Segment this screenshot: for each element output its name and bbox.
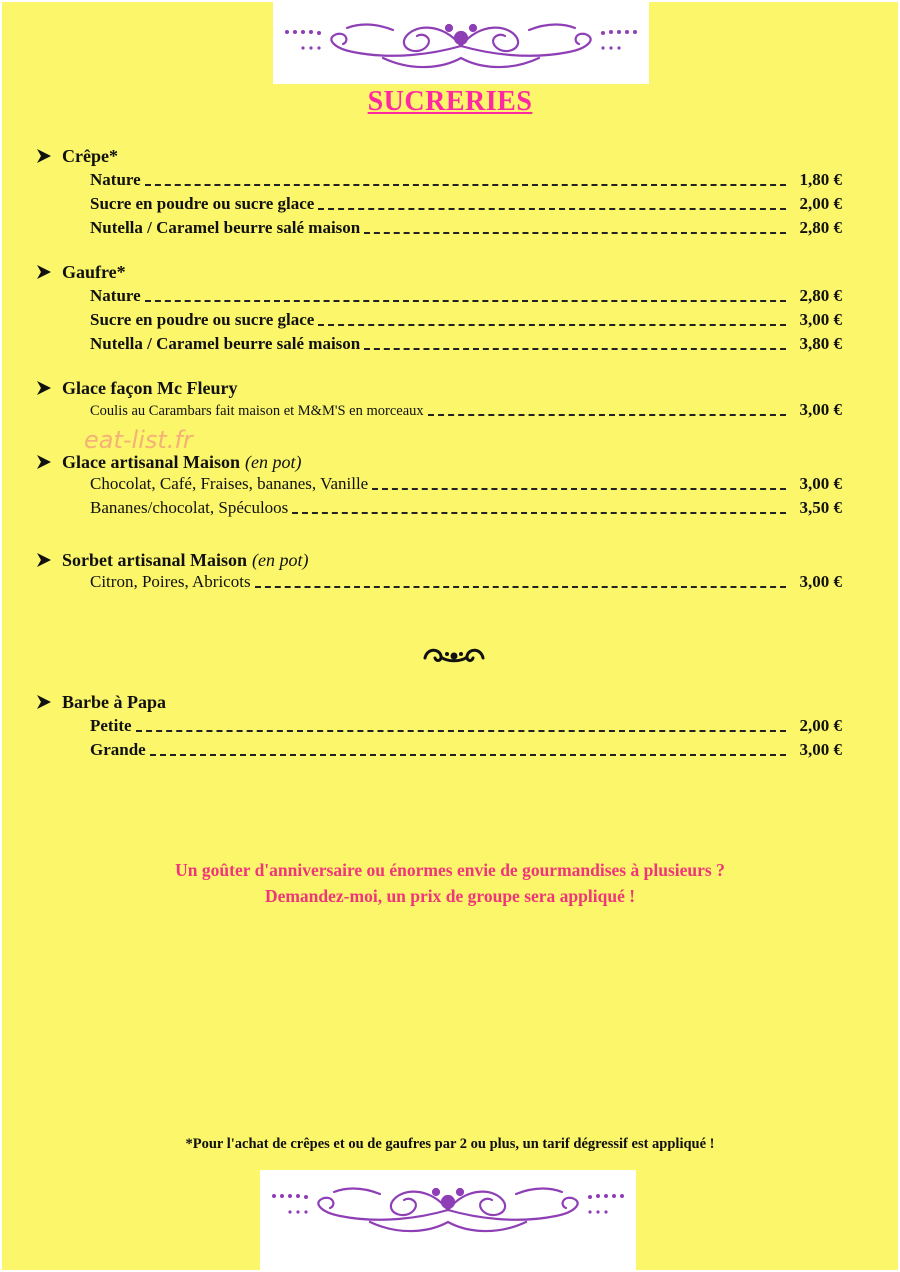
menu-item: Petite 2,00 €	[90, 716, 842, 735]
menu-item: Nature 1,80 €	[90, 170, 842, 189]
section-title: Sorbet artisanal Maison	[62, 549, 248, 570]
section-title: Crêpe*	[62, 145, 118, 166]
arrowhead-bullet-icon	[36, 148, 52, 164]
section-glace-artisanal	[36, 450, 301, 474]
bottom-ornament-icon	[260, 1170, 636, 1270]
section-glace-mc-fleury	[36, 376, 237, 400]
section-sorbet	[36, 548, 309, 572]
menu-item: Chocolat, Café, Fraises, bananes, Vanille 3,00 €	[90, 474, 842, 493]
arrowhead-bullet-icon	[36, 264, 52, 280]
section-note: (en pot)	[252, 549, 309, 570]
section-barbe-a-papa	[36, 690, 166, 714]
menu-item: Nutella / Caramel beurre salé maison 2,80 €	[90, 218, 842, 237]
page-title: SUCRERIES	[367, 86, 533, 117]
menu-item: Sucre en poudre ou sucre glace 3,00 €	[90, 310, 842, 329]
arrowhead-bullet-icon	[36, 380, 52, 396]
promo-line-2: Demandez-moi, un prix de groupe sera appliqué !	[264, 886, 636, 906]
section-gaufre	[36, 260, 126, 284]
flourish-divider-icon	[421, 642, 487, 668]
menu-item: Coulis au Carambars fait maison et M&M'S en morceaux 3,00 €	[90, 400, 842, 419]
arrowhead-bullet-icon	[36, 552, 52, 568]
section-title: Glace artisanal Maison	[62, 451, 240, 472]
menu-item: Bananes/chocolat, Spéculoos 3,50 €	[90, 498, 842, 517]
section-title: Barbe à Papa	[62, 691, 167, 712]
top-ornament-icon	[273, 2, 649, 84]
menu-item: Grande 3,00 €	[90, 740, 842, 759]
section-title: Glace façon Mc Fleury	[62, 377, 238, 398]
arrowhead-bullet-icon	[36, 454, 52, 470]
watermark-text: eat-list.fr	[84, 426, 193, 454]
footnote: *Pour l'achat de crêpes et ou de gaufres par 2 ou plus, un tarif dégressif est appliqué !	[185, 1136, 715, 1152]
menu-item: Nature 2,80 €	[90, 286, 842, 305]
arrowhead-bullet-icon	[36, 694, 52, 710]
section-title: Gaufre*	[62, 261, 126, 282]
section-note: (en pot)	[245, 451, 302, 472]
menu-item: Nutella / Caramel beurre salé maison 3,80 €	[90, 334, 842, 353]
menu-item: Citron, Poires, Abricots 3,00 €	[90, 572, 842, 591]
menu-item: Sucre en poudre ou sucre glace 2,00 €	[90, 194, 842, 213]
menu-page	[2, 2, 898, 1270]
promo-line-1: Un goûter d'anniversaire ou énormes envie de gourmandises à plusieurs ?	[175, 860, 725, 880]
section-crepe	[36, 144, 118, 168]
